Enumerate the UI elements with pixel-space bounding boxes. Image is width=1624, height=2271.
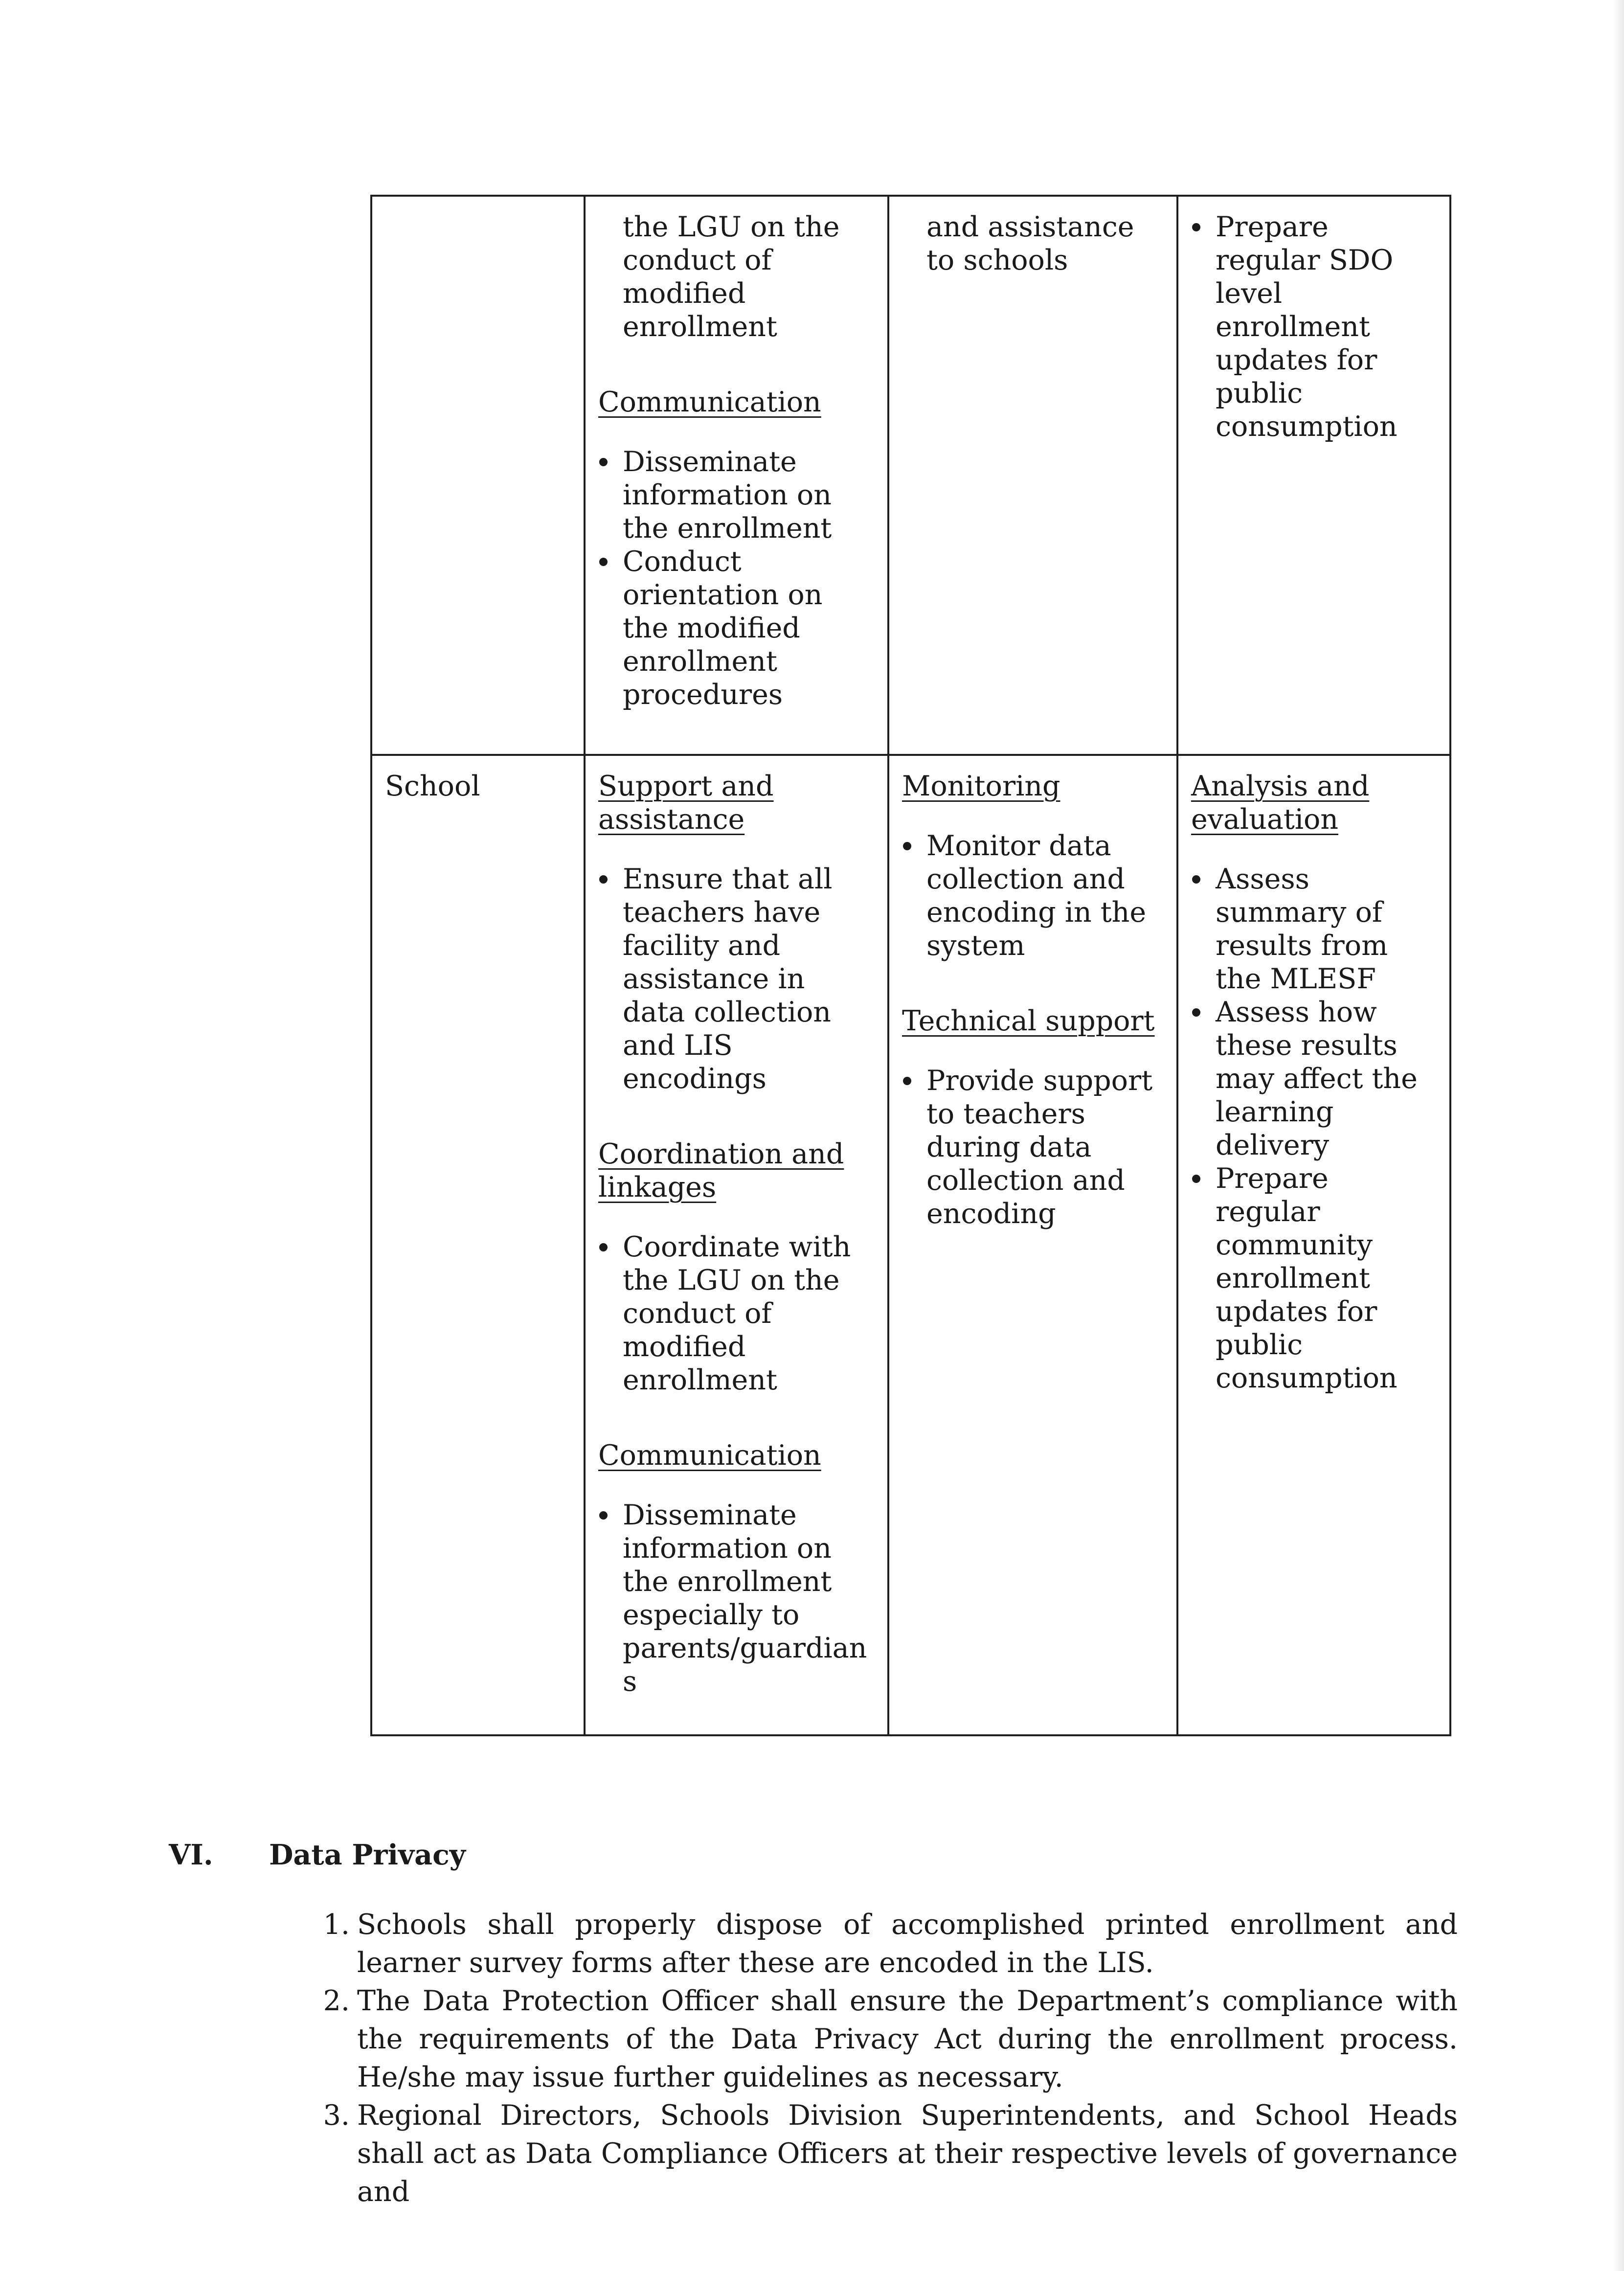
cell-text: the LGU on the conduct of modified enrollment	[623, 211, 840, 343]
list-item	[323, 1906, 1458, 1982]
bullet-list	[598, 445, 875, 711]
cell-section	[1191, 770, 1437, 1395]
cell-col1	[585, 196, 888, 755]
bullet-list	[1191, 863, 1437, 1395]
bullet-list	[598, 1230, 875, 1397]
list-item	[323, 1982, 1458, 2096]
bullet-item: Ensure that all teachers have facility and assistance in data collection and LIS encodings	[598, 863, 875, 1095]
list-item-text: The Data Protection Officer shall ensure the Department’s compliance with the requirements of the Data Privacy Act during the enrollment process. He/she may issue further guidelines as necessary.	[357, 1985, 1458, 2093]
bullet-item: Prepare regular SDO level enrollment updates for public consumption	[1191, 210, 1437, 443]
bullet-list	[598, 1499, 875, 1698]
list-item-number: 3.	[323, 2099, 350, 2132]
cell-col2	[888, 196, 1177, 755]
list-item	[323, 2096, 1458, 2211]
cell-section	[598, 386, 875, 711]
bullet-list	[1191, 210, 1437, 443]
section-heading: Communication	[598, 1439, 821, 1472]
bullet-list	[598, 863, 875, 1095]
cell-col2	[888, 755, 1177, 1735]
table-row	[371, 755, 1450, 1735]
cell-section	[598, 1137, 875, 1397]
cell-col3	[1177, 755, 1450, 1735]
table-row	[371, 196, 1450, 755]
section-heading: Coordination and linkages	[598, 1138, 844, 1204]
bullet-item: Disseminate information on the enrollment	[598, 445, 875, 545]
cell-col3	[1177, 196, 1450, 755]
cell-section	[598, 770, 875, 1095]
bullet-item: Assess how these results may affect the learning delivery	[1191, 996, 1437, 1162]
cell-section	[598, 1439, 875, 1698]
section-number: VI.	[169, 1839, 213, 1871]
bullet-item: Disseminate information on the enrollment especially to parents/guardian s	[598, 1499, 875, 1698]
bullet-list	[902, 1064, 1164, 1230]
level-cell	[371, 755, 585, 1735]
bullet-item: Monitor data collection and encoding in the system	[902, 829, 1164, 962]
list-item-number: 2.	[323, 1985, 350, 2017]
cell-text: and assistance to schools	[926, 211, 1134, 276]
list-item-text: Schools shall properly dispose of accomplished printed enrollment and learner survey forms after these are encoded in the LIS.	[357, 1908, 1458, 1979]
section-heading: Support and assistance	[598, 770, 774, 836]
bullet-list	[902, 829, 1164, 962]
cell-col1	[585, 755, 888, 1735]
cell-section	[902, 770, 1164, 962]
page-edge-shadow	[1613, 0, 1624, 2271]
cell-section	[902, 1004, 1164, 1230]
section-heading: Communication	[598, 386, 821, 418]
bullet-item: Assess summary of results from the MLESF	[1191, 863, 1437, 996]
level-label: School	[385, 770, 480, 802]
data-privacy-list	[323, 1906, 1458, 2211]
section-heading: Technical support	[902, 1005, 1155, 1037]
bullet-item: Provide support to teachers during data collection and encoding	[902, 1064, 1164, 1230]
responsibilities-table	[370, 195, 1451, 1736]
bullet-item: Prepare regular community enrollment updates for public consumption	[1191, 1162, 1437, 1395]
section-heading: Analysis and evaluation	[1191, 770, 1370, 836]
bullet-item: Coordinate with the LGU on the conduct of modified enrollment	[598, 1230, 875, 1397]
list-item-text: Regional Directors, Schools Division Superintendents, and School Heads shall act as Data Compliance Officers at their respective levels of governance and	[357, 2099, 1458, 2208]
list-item-number: 1.	[323, 1908, 350, 1941]
section-title: Data Privacy	[269, 1839, 466, 1871]
level-cell	[371, 196, 585, 755]
bullet-item: Conduct orientation on the modified enrollment procedures	[598, 545, 875, 711]
section-heading: Monitoring	[902, 770, 1060, 802]
